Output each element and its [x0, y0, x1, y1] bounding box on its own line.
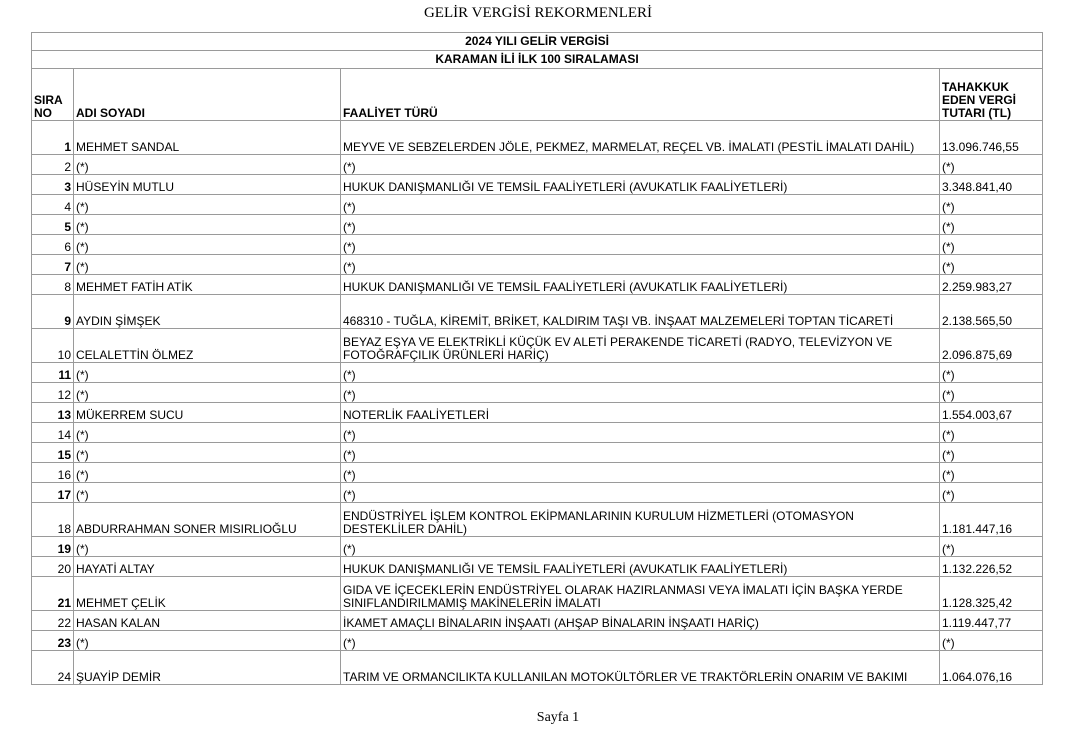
- activity-cell: GIDA VE İÇECEKLERİN ENDÜSTRİYEL OLARAK HAZIRLANMASI VEYA İMALATI İÇİN BAŞKA YERDE SINIFLANDIRILMAMIŞ MAKİNELERİN İMALATI: [341, 577, 940, 611]
- name-cell: MEHMET ÇELİK: [74, 577, 341, 611]
- name-cell: MÜKERREM SUCU: [74, 403, 341, 423]
- activity-cell: (*): [341, 255, 940, 275]
- table-row: [32, 155, 1043, 175]
- rank-cell: 4: [32, 195, 74, 215]
- name-cell: AYDIN ŞİMŞEK: [74, 295, 341, 329]
- name-cell: ABDURRAHMAN SONER MISIRLIOĞLU: [74, 503, 341, 537]
- rank-cell: 1: [32, 121, 74, 155]
- amount-cell: 1.554.003,67: [940, 403, 1043, 423]
- amount-cell: 1.064.076,16: [940, 651, 1043, 685]
- activity-cell: MEYVE VE SEBZELERDEN JÖLE, PEKMEZ, MARMELAT, REÇEL VB. İMALATI (PESTİL İMALATI DAHİL): [341, 121, 940, 155]
- table-title: 2024 YILI GELİR VERGİSİ: [32, 33, 1043, 51]
- amount-cell: (*): [940, 443, 1043, 463]
- activity-cell: (*): [341, 215, 940, 235]
- header-amount: TAHAKKUK EDEN VERGİ TUTARI (TL): [940, 69, 1043, 121]
- name-cell: (*): [74, 483, 341, 503]
- amount-cell: (*): [940, 155, 1043, 175]
- activity-cell: (*): [341, 383, 940, 403]
- header-name: ADI SOYADI: [74, 69, 341, 121]
- page-title: GELİR VERGİSİ REKORMENLERİ: [423, 5, 653, 21]
- name-cell: (*): [74, 631, 341, 651]
- activity-cell: (*): [341, 631, 940, 651]
- table-row: [32, 275, 1043, 295]
- rank-cell: 7: [32, 255, 74, 275]
- rank-cell: 22: [32, 611, 74, 631]
- rank-cell: 15: [32, 443, 74, 463]
- rank-cell: 23: [32, 631, 74, 651]
- amount-cell: 1.181.447,16: [940, 503, 1043, 537]
- name-cell: (*): [74, 463, 341, 483]
- amount-cell: 2.138.565,50: [940, 295, 1043, 329]
- activity-cell: (*): [341, 537, 940, 557]
- amount-cell: (*): [940, 215, 1043, 235]
- activity-cell: HUKUK DANIŞMANLIĞI VE TEMSİL FAALİYETLERİ (AVUKATLIK FAALİYETLERİ): [341, 175, 940, 195]
- name-cell: (*): [74, 383, 341, 403]
- rank-cell: 3: [32, 175, 74, 195]
- activity-cell: (*): [341, 195, 940, 215]
- activity-cell: (*): [341, 363, 940, 383]
- rank-cell: 16: [32, 463, 74, 483]
- activity-cell: (*): [341, 423, 940, 443]
- amount-cell: 1.119.447,77: [940, 611, 1043, 631]
- table-row: [32, 577, 1043, 611]
- table-header-row: [32, 69, 1043, 121]
- table-row: [32, 423, 1043, 443]
- table-title-row-1: [32, 33, 1043, 51]
- activity-cell: HUKUK DANIŞMANLIĞI VE TEMSİL FAALİYETLERİ (AVUKATLIK FAALİYETLERİ): [341, 557, 940, 577]
- rank-cell: 13: [32, 403, 74, 423]
- name-cell: (*): [74, 537, 341, 557]
- name-cell: (*): [74, 255, 341, 275]
- rank-cell: 8: [32, 275, 74, 295]
- amount-cell: (*): [940, 423, 1043, 443]
- table-row: [32, 215, 1043, 235]
- activity-cell: (*): [341, 443, 940, 463]
- table-row: [32, 175, 1043, 195]
- activity-cell: HUKUK DANIŞMANLIĞI VE TEMSİL FAALİYETLERİ (AVUKATLIK FAALİYETLERİ): [341, 275, 940, 295]
- table-row: [32, 383, 1043, 403]
- table-row: [32, 329, 1043, 363]
- table-row: [32, 195, 1043, 215]
- page-footer: Sayfa 1: [536, 710, 580, 725]
- amount-cell: 13.096.746,55: [940, 121, 1043, 155]
- activity-cell: İKAMET AMAÇLI BİNALARIN İNŞAATI (AHŞAP BİNALARIN İNŞAATI HARİÇ): [341, 611, 940, 631]
- header-activity: FAALİYET TÜRÜ: [341, 69, 940, 121]
- name-cell: HAYATİ ALTAY: [74, 557, 341, 577]
- table-row: [32, 611, 1043, 631]
- rank-cell: 20: [32, 557, 74, 577]
- name-cell: (*): [74, 363, 341, 383]
- amount-cell: (*): [940, 255, 1043, 275]
- name-cell: (*): [74, 235, 341, 255]
- rank-cell: 5: [32, 215, 74, 235]
- table-row: [32, 537, 1043, 557]
- amount-cell: 3.348.841,40: [940, 175, 1043, 195]
- table-row: [32, 463, 1043, 483]
- amount-cell: (*): [940, 483, 1043, 503]
- name-cell: ŞUAYİP DEMİR: [74, 651, 341, 685]
- rank-cell: 21: [32, 577, 74, 611]
- activity-cell: (*): [341, 463, 940, 483]
- table-row: [32, 503, 1043, 537]
- name-cell: (*): [74, 195, 341, 215]
- rank-cell: 17: [32, 483, 74, 503]
- amount-cell: (*): [940, 383, 1043, 403]
- rank-cell: 9: [32, 295, 74, 329]
- amount-cell: (*): [940, 631, 1043, 651]
- name-cell: HASAN KALAN: [74, 611, 341, 631]
- table-row: [32, 403, 1043, 423]
- activity-cell: (*): [341, 483, 940, 503]
- name-cell: CELALETTİN ÖLMEZ: [74, 329, 341, 363]
- name-cell: (*): [74, 443, 341, 463]
- table-row: [32, 255, 1043, 275]
- name-cell: (*): [74, 215, 341, 235]
- amount-cell: 1.128.325,42: [940, 577, 1043, 611]
- activity-cell: TARIM VE ORMANCILIKTA KULLANILAN MOTOKÜLTÖRLER VE TRAKTÖRLERİN ONARIM VE BAKIMI: [341, 651, 940, 685]
- table-row: [32, 121, 1043, 155]
- name-cell: MEHMET SANDAL: [74, 121, 341, 155]
- table-row: [32, 235, 1043, 255]
- amount-cell: 1.132.226,52: [940, 557, 1043, 577]
- name-cell: HÜSEYİN MUTLU: [74, 175, 341, 195]
- activity-cell: (*): [341, 155, 940, 175]
- table-row: [32, 651, 1043, 685]
- rank-cell: 14: [32, 423, 74, 443]
- name-cell: (*): [74, 155, 341, 175]
- rank-cell: 6: [32, 235, 74, 255]
- table-row: [32, 443, 1043, 463]
- rank-cell: 2: [32, 155, 74, 175]
- table-title-row-2: [32, 51, 1043, 69]
- rank-cell: 24: [32, 651, 74, 685]
- name-cell: MEHMET FATİH ATİK: [74, 275, 341, 295]
- table-subtitle: KARAMAN İLİ İLK 100 SIRALAMASI: [32, 51, 1043, 69]
- activity-cell: BEYAZ EŞYA VE ELEKTRİKLİ KÜÇÜK EV ALETİ PERAKENDE TİCARETİ (RADYO, TELEVİZYON VE FOTOĞRAFÇILIK ÜRÜNLERİ HARİÇ): [341, 329, 940, 363]
- table-row: [32, 557, 1043, 577]
- activity-cell: (*): [341, 235, 940, 255]
- amount-cell: (*): [940, 537, 1043, 557]
- rank-cell: 11: [32, 363, 74, 383]
- activity-cell: 468310 - TUĞLA, KİREMİT, BRİKET, KALDIRIM TAŞI VB. İNŞAAT MALZEMELERİ TOPTAN TİCARETİ: [341, 295, 940, 329]
- rank-cell: 12: [32, 383, 74, 403]
- table-row: [32, 483, 1043, 503]
- amount-cell: (*): [940, 195, 1043, 215]
- amount-cell: (*): [940, 463, 1043, 483]
- amount-cell: (*): [940, 235, 1043, 255]
- table-row: [32, 631, 1043, 651]
- rank-cell: 10: [32, 329, 74, 363]
- amount-cell: 2.259.983,27: [940, 275, 1043, 295]
- activity-cell: ENDÜSTRİYEL İŞLEM KONTROL EKİPMANLARININ KURULUM HİZMETLERİ (OTOMASYON DESTEKLİLER DAHİL): [341, 503, 940, 537]
- table-row: [32, 363, 1043, 383]
- amount-cell: (*): [940, 363, 1043, 383]
- amount-cell: 2.096.875,69: [940, 329, 1043, 363]
- table-row: [32, 295, 1043, 329]
- header-rank: SIRA NO: [32, 69, 74, 121]
- rank-cell: 18: [32, 503, 74, 537]
- tax-ranking-table: [31, 32, 1043, 685]
- rank-cell: 19: [32, 537, 74, 557]
- activity-cell: NOTERLİK FAALİYETLERİ: [341, 403, 940, 423]
- name-cell: (*): [74, 423, 341, 443]
